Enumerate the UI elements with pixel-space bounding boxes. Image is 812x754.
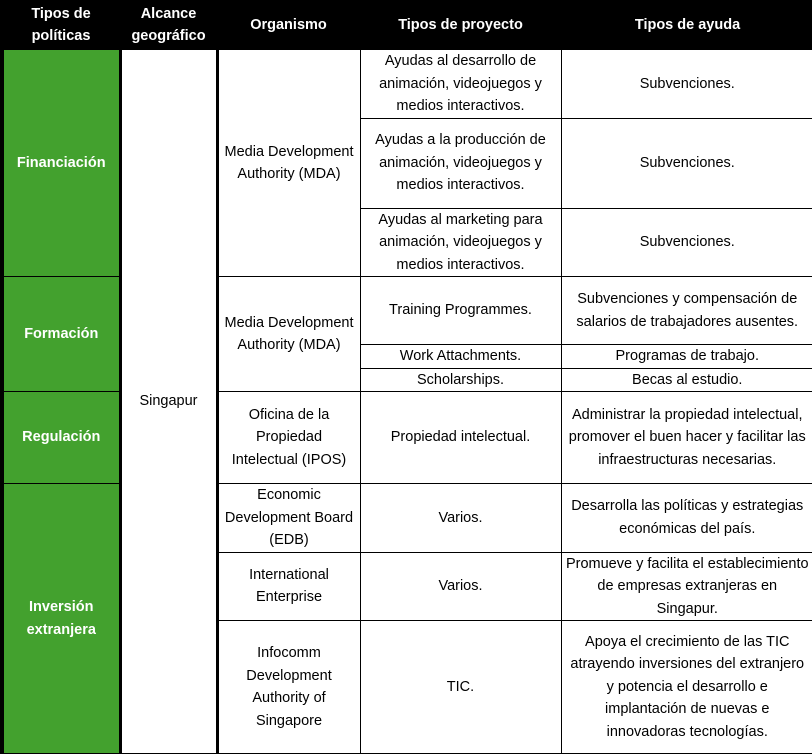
header-tipos-ayuda: Tipos de ayuda	[561, 1, 812, 50]
aid-type: Administrar la propiedad intelectual, promover el buen hacer y facilitar las infraestructuras necesarias.	[561, 392, 812, 484]
header-alcance: Alcance geográfico	[120, 1, 217, 50]
organism-international-enterprise: International Enterprise	[217, 552, 360, 621]
alcance-singapur: Singapur	[120, 50, 217, 754]
table-row	[2, 50, 812, 119]
aid-type: Subvenciones.	[561, 118, 812, 208]
header-row	[2, 1, 812, 50]
aid-type: Apoya el crecimiento de las TIC atrayendo inversiones del extranjero y potencia el desarrollo e implantación de nuevas e innovadoras tecnologías.	[561, 621, 812, 754]
organism-ipos: Oficina de la Propiedad Intelectual (IPOS)	[217, 392, 360, 484]
organism-mda-formacion: Media Development Authority (MDA)	[217, 277, 360, 392]
project-type: Propiedad intelectual.	[360, 392, 561, 484]
policy-formacion: Formación	[2, 277, 120, 392]
aid-type: Programas de trabajo.	[561, 345, 812, 369]
organism-mda-financiacion: Media Development Authority (MDA)	[217, 50, 360, 277]
project-type: Training Programmes.	[360, 277, 561, 345]
project-type: Varios.	[360, 484, 561, 553]
organism-ida: Infocomm Development Authority of Singapore	[217, 621, 360, 754]
aid-type: Becas al estudio.	[561, 368, 812, 392]
aid-type: Promueve y facilita el establecimiento de empresas extranjeras en Singapur.	[561, 552, 812, 621]
project-type: Ayudas al marketing para animación, videojuegos y medios interactivos.	[360, 208, 561, 277]
aid-type: Subvenciones y compensación de salarios de trabajadores ausentes.	[561, 277, 812, 345]
header-tipos-politicas: Tipos de políticas	[2, 1, 120, 50]
project-type: Ayudas a la producción de animación, videojuegos y medios interactivos.	[360, 118, 561, 208]
organism-edb: Economic Development Board (EDB)	[217, 484, 360, 553]
policy-financiacion: Financiación	[2, 50, 120, 277]
aid-type: Subvenciones.	[561, 50, 812, 119]
project-type: Varios.	[360, 552, 561, 621]
aid-type: Desarrolla las políticas y estrategias económicas del país.	[561, 484, 812, 553]
project-type: TIC.	[360, 621, 561, 754]
aid-type: Subvenciones.	[561, 208, 812, 277]
project-type: Work Attachments.	[360, 345, 561, 369]
header-tipos-proyecto: Tipos de proyecto	[360, 1, 561, 50]
policy-regulacion: Regulación	[2, 392, 120, 484]
project-type: Scholarships.	[360, 368, 561, 392]
header-organismo: Organismo	[217, 1, 360, 50]
project-type: Ayudas al desarrollo de animación, videojuegos y medios interactivos.	[360, 50, 561, 119]
policy-inversion-extranjera: Inversión extranjera	[2, 484, 120, 754]
